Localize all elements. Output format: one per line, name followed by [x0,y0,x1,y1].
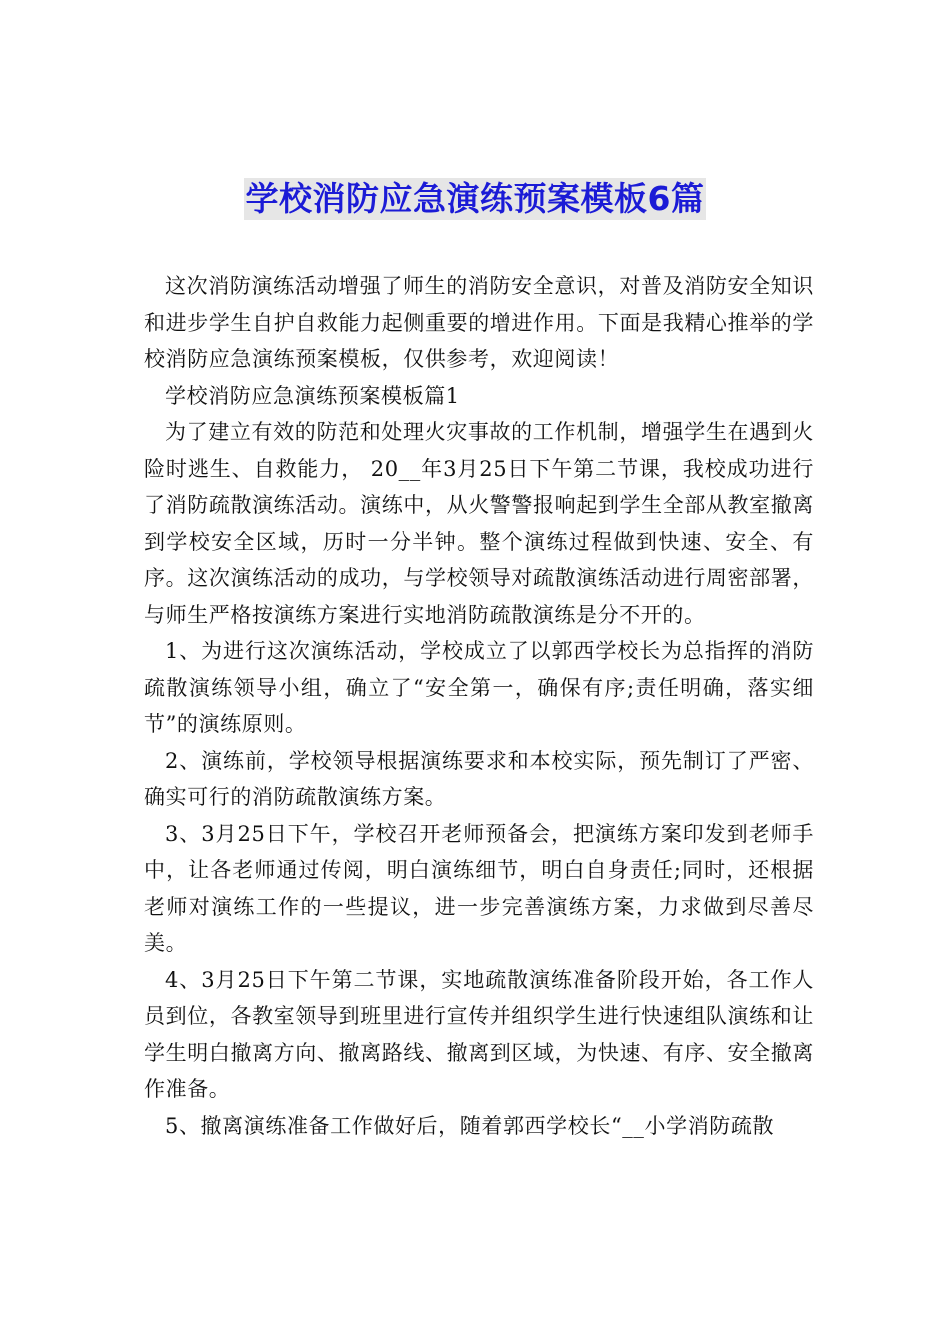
list-item-5: 5、撤离演练准备工作做好后，随着郭西学校长“__小学消防疏散 [165,1113,775,1138]
body-paragraph: 为了建立有效的防范和处理火灾事故的工作机制，增强学生在遇到火险时逃生、自救能力， 20__年3月25日下午第二节课，我校成功进行了消防疏散演练活动。演练中，从火警警报响起到学生全部从教室撤离到学校安全区域，历时一分半钟。整个演练过程做到快速、安全、有序。这次演练活动的成功，与学校领导对疏散演练活动进行周密部署，与师生严格按演练方案进行实地消防疏散演练是分不开的。 [144,420,814,627]
list-item-3: 3、3月25日下午，学校召开老师预备会，把演练方案印发到老师手中，让各老师通过传阅，明白演练细节，明白自身责任;同时，还根据老师对演练工作的一些提议，进一步完善演练方案，力求做到尽善尽美。 [144,821,814,955]
intro-paragraph: 这次消防演练活动增强了师生的消防安全意识，对普及消防安全知识和进步学生自护自救能力起侧重要的增进作用。下面是我精心推举的学校消防应急演练预案模板，仅供参考，欢迎阅读！ [144,274,814,371]
list-item-4: 4、3月25日下午第二节课，实地疏散演练准备阶段开始，各工作人员到位，各教室领导到班里进行宣传并组织学生进行快速组队演练和让学生明白撤离方向、撤离路线、撤离到区域，为快速、有序、安全撤离作准备。 [144,967,814,1101]
title-block [0,178,950,220]
document-title: 学校消防应急演练预案模板6篇 [245,179,705,218]
list-item-2: 2、演练前，学校领导根据演练要求和本校实际，预先制订了严密、确实可行的消防疏散演练方案。 [144,748,814,809]
document-body [144,268,814,1144]
section-heading: 学校消防应急演练预案模板篇1 [165,383,460,408]
list-item-1: 1、为进行这次演练活动，学校成立了以郭西学校长为总指挥的消防疏散演练领导小组，确立了“安全第一，确保有序;责任明确，落实细节”的演练原则。 [144,639,814,736]
